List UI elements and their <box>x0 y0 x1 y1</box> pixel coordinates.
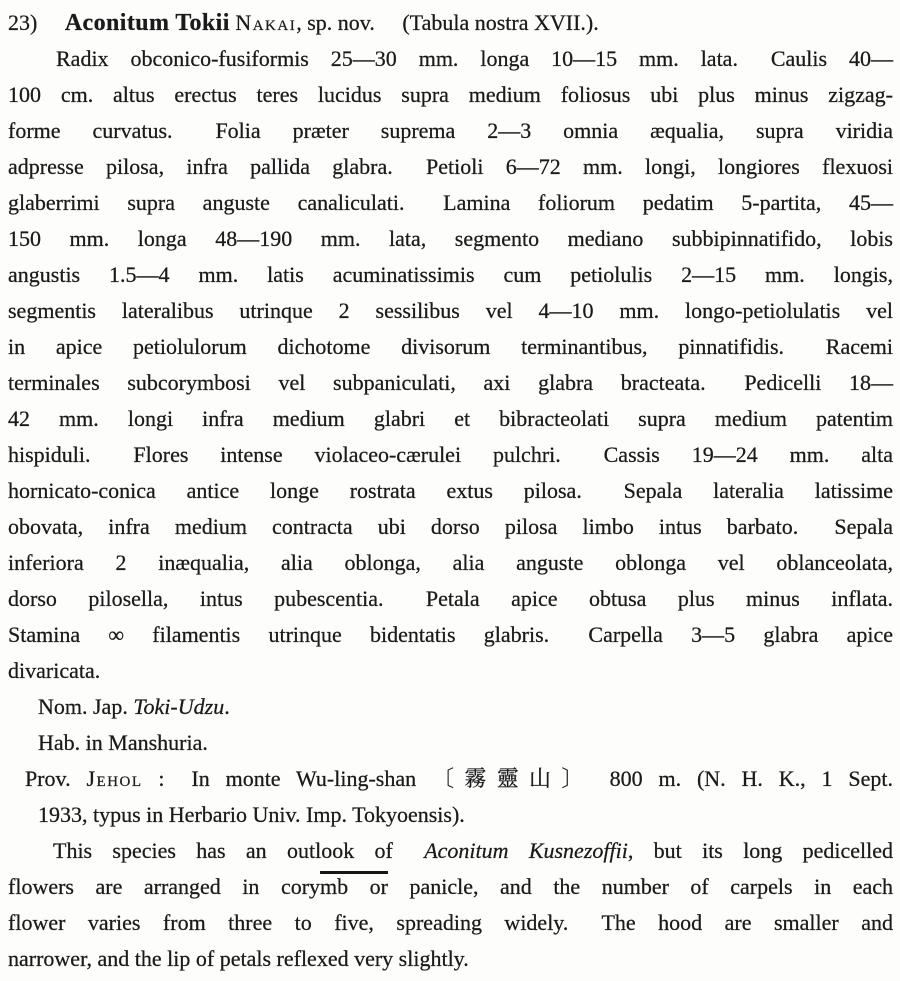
discussion-line <box>8 833 893 869</box>
latin-description-line <box>8 473 893 509</box>
text-run: obovata, infra medium contracta ubi dorso pilosa limbo intus barbato. Sepala <box>8 514 893 539</box>
text-run: dorso pilosella, intus pubescentia. Petala apice obtusa plus minus inflata. <box>8 586 893 611</box>
plate-reference: , sp. nov. (Tabula nostra XVII.). <box>296 10 599 35</box>
text-run: . <box>224 694 230 719</box>
text-run: Hab. in Manshuria. <box>38 730 208 755</box>
type-specimen-line <box>8 797 893 833</box>
discussion-line <box>8 905 893 941</box>
latin-description-line <box>8 257 893 293</box>
author-smallcaps: Nakai <box>235 10 297 35</box>
text-run: forme curvatus. Folia præter suprema 2—3 omnia æqualia, supra viridia <box>8 118 893 143</box>
latin-description-line <box>8 113 893 149</box>
text-run: narrower, and the lip of petals reflexed very slightly. <box>8 946 469 971</box>
latin-description-line <box>8 545 893 581</box>
text-run: 100 cm. altus erectus teres lucidus supra medium foliosus ubi plus minus zigzag- <box>8 82 893 107</box>
latin-description-line <box>8 509 893 545</box>
text-run: adpresse pilosa, infra pallida glabra. Petioli 6—72 mm. longi, longiores flexuosi <box>8 154 893 179</box>
text-run: terminales subcorymbosi vel subpaniculati, axi glabra bracteata. Pedicelli 18— <box>8 370 893 395</box>
locality-with-cjk: : In monte Wu-ling-shan 〔霧靈山〕 800 m. (N. H. K., 1 Sept. <box>142 766 893 791</box>
compared-species-italic: Aconitum Kusnezoffii <box>424 838 628 863</box>
habitat-line <box>8 725 893 761</box>
text-run: inferiora 2 inæqualia, alia oblonga, alia anguste oblonga vel oblanceolata, <box>8 550 893 575</box>
latin-description-line <box>8 437 893 473</box>
text-run: segmentis lateralibus utrinque 2 sessilibus vel 4—10 mm. longo-petiolulatis vel <box>8 298 893 323</box>
latin-description-line <box>8 149 893 185</box>
species-heading-line <box>8 5 893 41</box>
latin-description-line <box>8 293 893 329</box>
text-run: hispiduli. Flores intense violaceo-cærulei pulchri. Cassis 19—24 mm. alta <box>8 442 893 467</box>
text-run: flowers are arranged in cory <box>8 874 321 899</box>
discussion-line <box>8 869 893 905</box>
discussion-line <box>8 941 893 977</box>
text-run: Prov. <box>25 766 87 791</box>
text-run: 150 mm. longa 48—190 mm. lata, segmento mediano subbipinnatifido, lobis <box>8 226 893 251</box>
text-run: 1933, typus in Herbario Univ. Imp. Tokyoensis). <box>38 802 465 827</box>
latin-description-line <box>8 77 893 113</box>
latin-description-line <box>8 653 893 689</box>
latin-description-line <box>8 365 893 401</box>
latin-description-line <box>8 221 893 257</box>
text-run: , but its long pedicelled <box>627 838 894 863</box>
species-name-bold: Aconitum Tokii <box>64 10 230 36</box>
text-run: angustis 1.5—4 mm. latis acuminatissimis cum petiolulis 2—15 mm. longis, <box>8 262 893 287</box>
text-run: in apice petiolulorum dichotome divisorum terminantibus, pinnatifidis. Racemi <box>8 334 893 359</box>
text-run: divaricata. <box>8 658 101 683</box>
latin-description-line <box>8 401 893 437</box>
text-run: glaberrimi supra anguste canaliculati. Lamina foliorum pedatim 5-partita, 45— <box>8 190 893 215</box>
latin-description-line <box>8 617 893 653</box>
province-smallcaps: Jehol <box>86 766 143 791</box>
latin-description-line <box>8 581 893 617</box>
province-line <box>8 761 893 797</box>
latin-description-line <box>8 41 893 77</box>
text-run: flower varies from three to five, spreading widely. The hood are smaller and <box>8 910 893 935</box>
text-run: Radix obconico-fusiformis 25—30 mm. longa 10—15 mm. lata. Caulis 40— <box>56 46 893 71</box>
overline-correction-mark: mb or <box>320 874 388 899</box>
species-number: 23) <box>8 10 65 35</box>
latin-description-line <box>8 329 893 365</box>
latin-description-line <box>8 185 893 221</box>
text-run: 42 mm. longi infra medium glabri et bibracteolati supra medium patentim <box>8 406 893 431</box>
japanese-name-italic: Toki-Udzu <box>133 694 225 719</box>
text-run: This species has an outlook of <box>53 838 425 863</box>
text-run: hornicato-conica antice longe rostrata extus pilosa. Sepala lateralia latissime <box>8 478 893 503</box>
text-run: panicle, and the number of carpels in each <box>388 874 893 899</box>
japanese-name-line <box>8 689 893 725</box>
text-run: Nom. Jap. <box>38 694 134 719</box>
text-run: Stamina ∞ filamentis utrinque bidentatis glabris. Carpella 3—5 glabra apice <box>8 622 893 647</box>
